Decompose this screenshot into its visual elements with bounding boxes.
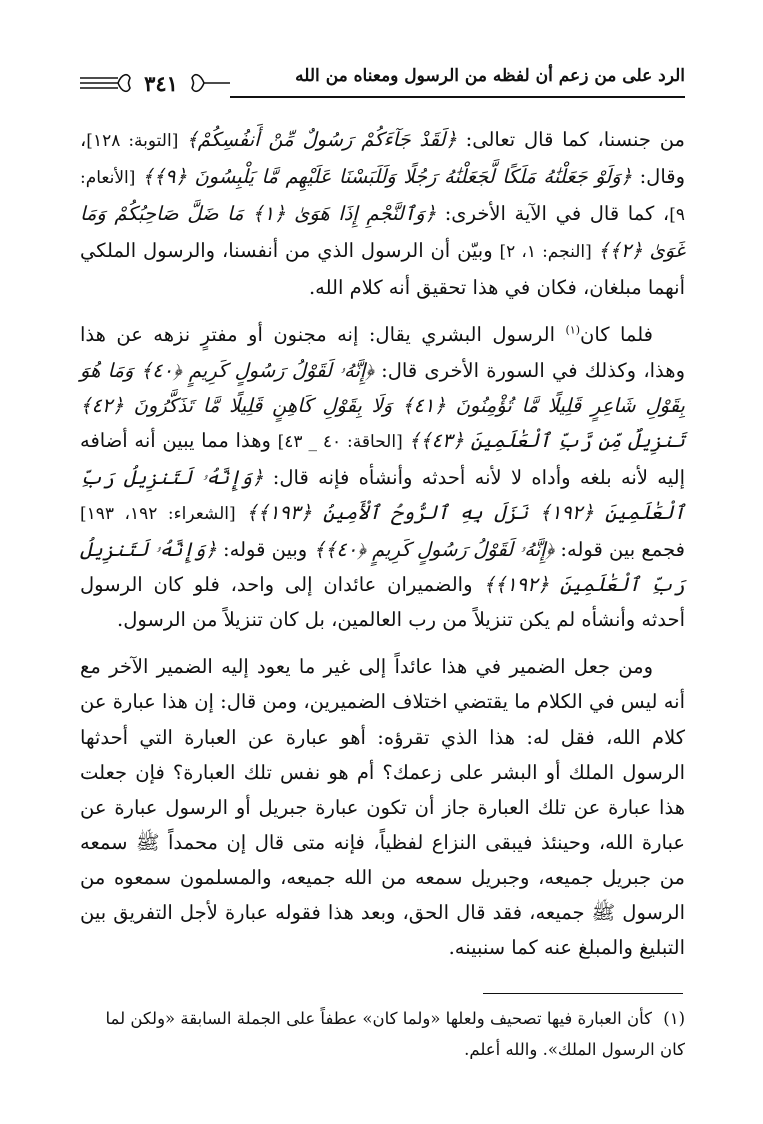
paragraph [80,649,685,965]
body-text: وهذا مما يبين أنه أضافه إليه لأنه بلغه وأداه لا لأنه أحدثه وأنشأه فإنه قال: [80,428,685,489]
page-header [80,58,685,106]
page-number-ornament [80,70,230,96]
paragraph [80,317,685,637]
quran-verse: ﴿وَلَوْ جَعَلْنَٰهُ مَلَكًا لَّجَعَلْنَٰهُ رَجُلًا وَلَلَبَسْنَا عَلَيْهِم مَّا يَلْبِسُونَ ﴿٩﴾﴾ [142,165,633,189]
body-text: فلما كان [580,323,653,347]
footnote-reference: (١) [565,323,580,337]
body-text: ، وقال: [80,128,685,189]
quran-verse: ﴿وَإِنَّهُۥ لَتَنزِيلُ رَبِّ ٱلْعَٰلَمِينَ ﴿١٩٢﴾ نَزَلَ بِهِ ٱلرُّوحُ ٱلْأَمِينُ ﴿١٩٣﴾﴾ [80,465,685,524]
quran-verse: ﴿وَٱلنَّجْمِ إِذَا هَوَىٰ ﴿١﴾ مَا ضَلَّ صَاحِبُكُمْ وَمَا غَوَىٰ ﴿٢﴾﴾ [80,202,685,263]
body-text: والضميران عائدان إلى واحد، فلو كان الرسول أحدثه وأنشأه لم يكن تنزيلاً من رب العالمين، بل كان تنزيلاً من الرسول. [80,573,685,632]
quran-verse: ﴿وَإِنَّهُۥ لَتَنزِيلُ رَبِّ ٱلْعَٰلَمِينَ ﴿١٩٢﴾﴾ [80,538,685,597]
verse-reference: [الحاقة: ٤٠ _ ٤٣] [277,431,409,452]
quran-verse: ﴿إِنَّهُۥ لَقَوْلُ رَسُولٍ كَرِيمٍ ﴿٤٠﴾ وَمَا هُوَ بِقَوْلِ شَاعِرٍ قَلِيلًا مَّا تُؤْمِنُونَ ﴿٤١﴾ وَلَا بِقَوْلِ كَاهِنٍ قَلِيلًا مَّا تَذَكَّرُونَ ﴿٤٢﴾ تَنزِيلٌ مِّن رَّبِّ ٱلْعَٰلَمِينَ ﴿٤٣﴾﴾ [80,358,685,452]
page-number: ٣٤١ [144,71,178,96]
footnotes [80,1003,685,1065]
body-text: فجمع بين قوله: [554,538,685,562]
body-text: وبيّن أن الرسول الذي من أنفسنا، والرسول الملكي أنهما مبلغان، فكان في هذا تحقيق أنه كلام الله. [80,239,685,300]
footnote-separator [483,993,683,994]
verse-reference: [التوبة: ١٢٨] [86,131,187,151]
main-text [80,122,685,965]
body-text: ومن جعل الضمير في هذا عائداً إلى غير ما يعود إليه الضمير الآخر مع أنه ليس في الكلام ما يقتضي اختلاف الضميرين، ومن قال: إن هذا عبارة عن كلام الله، فقل له: هذا الذي تقرؤه: أهو عبارة عن العبارة التي أحدثها الرسول الملك أو البشر على زعمك؟ أم هو نفس تلك العبارة؟ فإن جعلت هذا عبارة عن تلك العبارة جاز أن تكون عبارة جبريل أو الرسول عبارة عن عبارة الله، وحينئذ فيبقى النزاع لفظياً، فإنه متى قال إن محمداً ﷺ سمعه من جبريل جميعه، وجبريل سمعه من الله جميعه، والمسلمون سمعوه من الرسول ﷺ جميعه، فقد قال الحق، وبعد هذا فقوله عبارة لأجل التفريق بين التبليغ والمبلغ عنه كما سنبينه. [80,655,685,960]
paragraph [80,122,685,305]
verse-reference: [الأنعام: ٩] [80,168,685,226]
body-text: وبين قوله: [216,538,314,562]
verse-reference: [الشعراء: ١٩٢، ١٩٣] [80,503,247,524]
verse-reference: [النجم: ١، ٢] [499,242,598,263]
footnote-number: (١) [663,1009,685,1028]
quran-verse: ﴿لَقَدْ جَآءَكُمْ رَسُولٌ مِّنْ أَنفُسِكُمْ﴾ [186,128,457,151]
footnote [80,1003,685,1065]
header-rule [230,96,685,98]
body-text: الرسول البشري يقال: إنه مجنون أو مفترٍ نزهه عن هذا وهذا، وكذلك في السورة الأخرى قال: [80,323,685,382]
footnote-text: كأن العبارة فيها تصحيف ولعلها «ولما كان» عطفاً على الجملة السابقة «ولكن لما كان الرسول الملك». والله أعلم. [105,1009,685,1059]
body-text: من جنسنا، كما قال تعالى: [456,128,685,151]
body-text: ، كما قال في الآية الأخرى: [436,202,670,226]
running-title: الرد على من زعم أن لفظه من الرسول ومعناه من الله [295,66,685,86]
quran-verse: ﴿إِنَّهُۥ لَقَوْلُ رَسُولٍ كَرِيمٍ ﴿٤٠﴾﴾ [313,538,555,562]
